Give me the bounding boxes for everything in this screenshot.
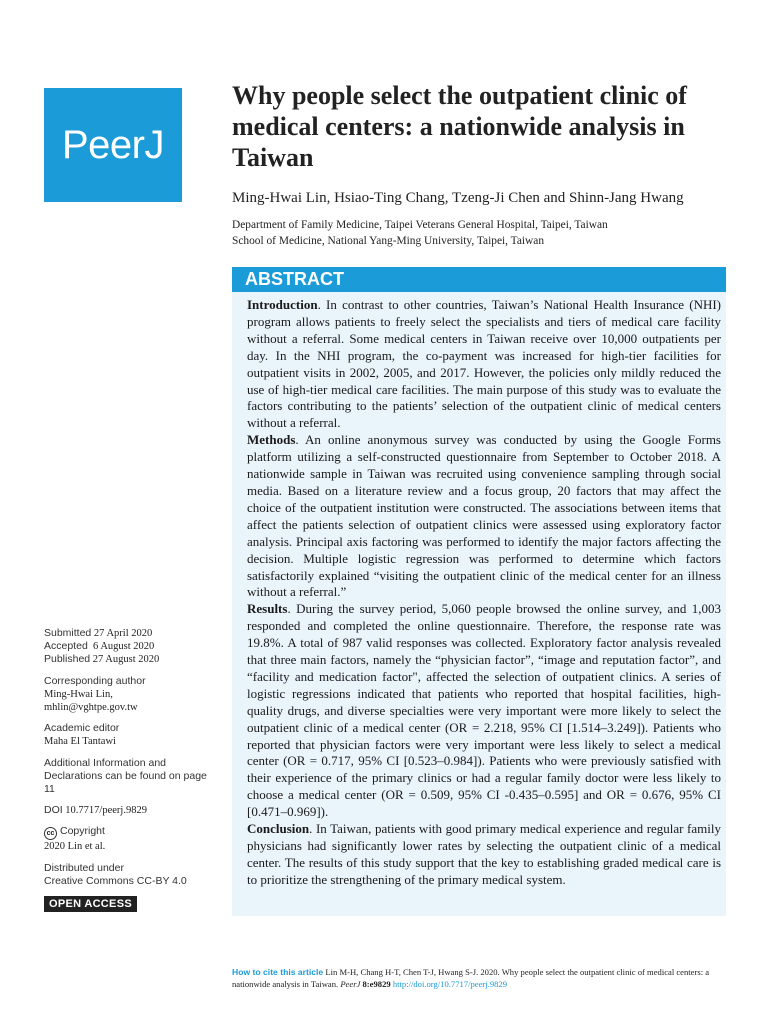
citation-volume: 8:e9829 — [360, 978, 393, 989]
citation-label: How to cite this article — [232, 967, 324, 977]
abstract-results — [247, 601, 721, 821]
section-label-results: Results — [247, 601, 288, 617]
abstract-body — [247, 297, 721, 889]
citation-text: Lin M-H, Chang H-T, Chen T-J, Hwang S-J. 2020. Why people select the outpatient clinic of medical centers: a nationwide analysis in Taiwan. — [232, 967, 710, 989]
corresponding-name: Ming-Hwai Lin, — [44, 688, 113, 700]
article-info-sidebar — [44, 627, 214, 912]
dates-block — [44, 627, 214, 667]
corresponding-email[interactable]: mhlin@vghtpe.gov.tw — [44, 702, 138, 714]
editor-label: Academic editor — [44, 722, 120, 735]
abstract-conclusion — [247, 821, 721, 889]
distributed-line-1: Distributed under — [44, 861, 124, 874]
section-text-conclusion: . In Taiwan, patients with good primary medical experience and regular family physicians had significantly lower rates by selecting the outpatient clinic of a medical center. The results of this study support that the key to establishing graded medical care is to prioritize the strengthening of the primary medical system. — [247, 821, 721, 887]
corresponding-label: Corresponding author — [44, 674, 146, 687]
affiliations — [232, 218, 732, 249]
distributed-line-2[interactable]: Creative Commons CC-BY 4.0 — [44, 874, 187, 887]
copyright-label: Copyright — [60, 825, 105, 838]
accepted-row — [44, 640, 214, 653]
open-access-badge: OPEN ACCESS — [44, 896, 137, 912]
copyright-text: 2020 Lin et al. — [44, 841, 106, 853]
abstract-heading-bar — [232, 267, 726, 292]
article-title: Why people select the outpatient clinic of medical centers: a nationwide analysis in Taiwan — [232, 81, 687, 172]
section-text-methods: . An online anonymous survey was conducted by using the Google Forms platform utilizing a self-constructed questionnaire from September to October 2018. A nationwide sample in Taiwan was recruited using convenience sampling through social media. Based on a literature review and a focus group, 20 factors that may affect the choice of the outpatient institution were constructed. The associations between items that affect the patients selection of outpatient clinics were assessed using exploratory factor analysis. Principal axis factoring was performed to identify the major factors affecting the decision. Multiple logistic regression was performed to determine which factors satisfactorily explained “visiting the outpatient clinic of the medical center for an illness without a referral.” — [247, 432, 721, 600]
doi-block — [44, 804, 214, 817]
copyright-row — [44, 825, 214, 840]
peerj-logo — [44, 88, 182, 202]
copyright-block — [44, 825, 214, 853]
creative-commons-icon: cc — [44, 827, 57, 840]
section-text-results: . During the survey period, 5,060 people browsed the online survey, and 1,003 responded and completed the online questionnaire. Therefore, the response rate was 19.8%. A total of 987 valid responses was collected. Exploratory factor analysis revealed that three main factors, namely the “physician factor”, “image and reputation factor”, and “facility and medication factor", affected the selection of outpatient clinics. A series of logistic regressions indicated that patients who reported that hospital facilities, high-quality drugs, and diverse specialties were very important were more likely to select the outpatient clinic of a medical center (OR = 2.218, 95% CI [1.514–3.249]). Patients who reported that physician factors were very important were less likely to select a medical center (OR = 0.717, 95% CI [0.523–0.984]). Patients who were previously satisfied with their experience of the primary clinics or had a regular family doctor were less likely to choose a medical center (OR = 0.509, 95% CI -0.435–0.595] and OR = 0.676, 95% CI [0.471–0.969]). — [247, 601, 721, 820]
doi-label: DOI — [44, 804, 63, 817]
open-access-row — [44, 896, 214, 912]
abstract-heading: ABSTRACT — [245, 269, 344, 289]
section-label-conclusion: Conclusion — [247, 821, 310, 837]
citation-journal: PeerJ — [340, 978, 361, 989]
doi-value[interactable]: 10.7717/peerj.9829 — [65, 805, 147, 817]
submitted-row — [44, 627, 214, 640]
license-block — [44, 862, 214, 888]
submitted-label: Submitted — [44, 627, 92, 639]
affiliation-2: School of Medicine, National Yang-Ming University, Taipei, Taiwan — [232, 234, 545, 247]
editor-block — [44, 722, 214, 748]
affiliation-1: Department of Family Medicine, Taipei Veterans General Hospital, Taipei, Taiwan — [232, 219, 608, 231]
abstract-introduction — [247, 297, 721, 432]
published-row — [44, 653, 214, 666]
published-label: Published — [44, 653, 91, 666]
accepted-label: Accepted — [44, 640, 88, 653]
corresponding-block — [44, 675, 214, 715]
section-text-introduction: . In contrast to other countries, Taiwan’s National Health Insurance (NHI) program allows patients to freely select the specialists and tiers of medical care facility without a referral. Some medical centers in Taiwan receive over 10,000 outpatients per day. In the NHI program, the co-payment was increased for high-tier facilities for outpatient visits in 2002, 2005, and 2017. However, the policies only mildly reduced the use of high-tier medical care facilities. The main purpose of this study was to evaluate the factors contributing to the patients’ selection of the outpatient clinic of medical centers without a referral. — [247, 297, 721, 431]
author-list: Ming-Hwai Lin, Hsiao-Ting Chang, Tzeng-Ji Chen and Shinn-Jang Hwang — [232, 190, 684, 206]
section-label-methods: Methods — [247, 432, 296, 448]
abstract-methods — [247, 432, 721, 601]
accepted-date: 6 August 2020 — [93, 641, 155, 653]
submitted-date: 27 April 2020 — [93, 628, 153, 639]
citation-doi-link[interactable]: http://doi.org/10.7717/peerj.9829 — [392, 978, 508, 989]
additional-info[interactable]: Additional Information and Declarations can be found on page 11 — [44, 756, 207, 796]
section-label-introduction: Introduction — [247, 297, 318, 312]
citation-footer — [232, 967, 732, 990]
published-date: 27 August 2020 — [92, 654, 160, 666]
logo-text: PeerJ — [62, 122, 164, 167]
editor-name: Maha El Tantawi — [44, 736, 116, 748]
